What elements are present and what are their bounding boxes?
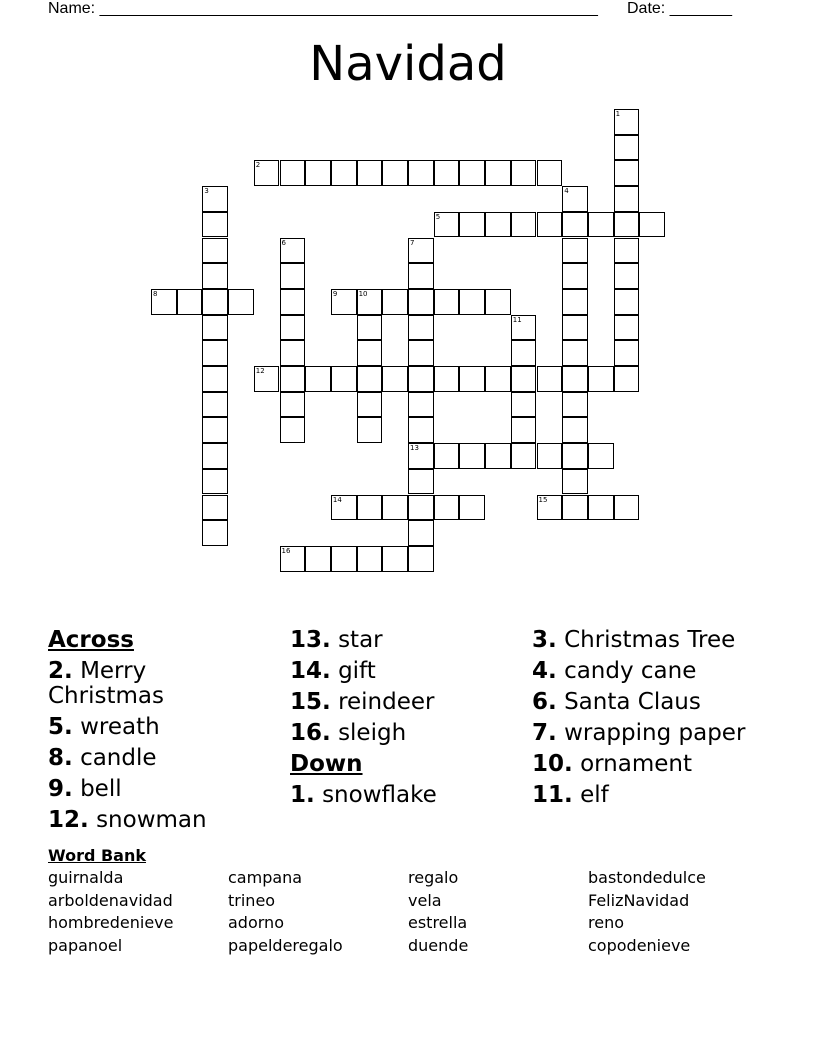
crossword-cell[interactable] (485, 289, 511, 315)
clue-number: 1 (615, 110, 621, 118)
crossword-cell[interactable] (408, 520, 434, 546)
crossword-cell[interactable] (357, 366, 383, 392)
clue-text: ornament (580, 751, 693, 777)
crossword-cell[interactable] (202, 366, 228, 392)
crossword-cell[interactable] (588, 366, 614, 392)
crossword-cell[interactable] (408, 392, 434, 418)
crossword-cell[interactable] (408, 160, 434, 186)
crossword-cell[interactable] (511, 212, 537, 238)
crossword-cell[interactable] (357, 289, 383, 315)
crossword-cell[interactable] (331, 160, 357, 186)
crossword-cell[interactable] (562, 289, 588, 315)
clue-text: snowflake (322, 782, 437, 808)
crossword-cell[interactable] (202, 263, 228, 289)
crossword-cell[interactable] (280, 315, 306, 341)
clue-number: 15. (290, 689, 331, 715)
crossword-cell[interactable] (562, 469, 588, 495)
clue (290, 721, 520, 746)
crossword-cell[interactable] (459, 212, 485, 238)
clue-number: 11 (512, 315, 522, 324)
crossword-cell[interactable] (408, 315, 434, 341)
clue-number: 9 (332, 289, 338, 298)
word-bank-item: arboldenavidad (48, 890, 173, 910)
crossword-cell[interactable] (408, 366, 434, 392)
clue (532, 783, 792, 808)
clue-text: wreath (80, 714, 160, 740)
crossword-cell[interactable] (537, 212, 563, 238)
crossword-cell[interactable] (382, 366, 408, 392)
clue-number: 4 (564, 187, 569, 196)
crossword-cell[interactable] (331, 546, 357, 572)
clue-number: 10 (358, 289, 368, 298)
crossword-cell[interactable] (202, 289, 228, 315)
crossword-cell[interactable] (228, 289, 254, 315)
crossword-cell[interactable] (562, 366, 588, 392)
word-bank-item: bastondedulce (588, 868, 706, 887)
clue-heading: Down (290, 751, 363, 777)
crossword-cell[interactable] (614, 135, 640, 161)
word-bank-item: trineo (228, 890, 276, 910)
crossword-cell[interactable] (280, 340, 306, 366)
crossword-cell[interactable] (408, 289, 434, 315)
crossword-cell[interactable] (562, 340, 588, 366)
clue (48, 715, 268, 740)
clue-number: 3 (204, 187, 209, 196)
crossword-cell[interactable] (434, 212, 460, 238)
crossword-cell[interactable] (382, 495, 408, 521)
word-bank-item: papanoel (48, 935, 123, 955)
word-bank-item: guirnalda (48, 868, 124, 887)
clue-column-3 (532, 628, 792, 814)
clue (532, 752, 792, 777)
clue (48, 746, 268, 771)
crossword-cell[interactable] (408, 546, 434, 572)
crossword-cell[interactable] (177, 289, 203, 315)
clue-number: 14 (332, 495, 342, 504)
crossword-cell[interactable] (382, 289, 408, 315)
crossword-cell[interactable] (357, 417, 383, 443)
name-line: Name: ________________________________________________________ (48, 0, 598, 17)
crossword-cell[interactable] (254, 366, 280, 392)
crossword-cell[interactable] (459, 289, 485, 315)
crossword-cell[interactable] (202, 469, 228, 495)
crossword-cell[interactable] (588, 495, 614, 521)
crossword-cell[interactable] (280, 289, 306, 315)
crossword-cell[interactable] (537, 366, 563, 392)
clue-text: gift (338, 658, 376, 684)
word-bank-item: regalo (408, 868, 459, 887)
clue-text: Santa Claus (564, 689, 701, 715)
crossword-cell[interactable] (151, 289, 177, 315)
crossword-cell[interactable] (331, 289, 357, 315)
crossword-cell[interactable] (408, 495, 434, 521)
crossword-cell[interactable] (614, 340, 640, 366)
clue-text: candy cane (564, 658, 697, 684)
crossword-cell[interactable] (511, 340, 537, 366)
clue-number: 11. (532, 782, 573, 808)
clue (290, 783, 520, 808)
crossword-cell[interactable] (357, 392, 383, 418)
crossword-cell[interactable] (357, 340, 383, 366)
clue-text: star (338, 627, 383, 653)
crossword-cell[interactable] (305, 546, 331, 572)
crossword-cell[interactable] (357, 546, 383, 572)
crossword-cell[interactable] (511, 417, 537, 443)
crossword-cell[interactable] (202, 443, 228, 469)
clue (48, 808, 268, 833)
clue (290, 628, 520, 653)
clue-text: reindeer (338, 689, 435, 715)
clue (532, 721, 792, 746)
crossword-cell[interactable] (562, 238, 588, 264)
crossword-cell[interactable] (280, 392, 306, 418)
clue-number: 6. (532, 689, 557, 715)
crossword-cell[interactable] (331, 366, 357, 392)
crossword-cell[interactable] (537, 160, 563, 186)
crossword-cell[interactable] (382, 546, 408, 572)
crossword-cell[interactable] (485, 366, 511, 392)
crossword-cell[interactable] (588, 443, 614, 469)
crossword-cell[interactable] (614, 263, 640, 289)
crossword-cell[interactable] (202, 238, 228, 264)
crossword-cell[interactable] (280, 546, 306, 572)
crossword-cell[interactable] (614, 289, 640, 315)
crossword-cell[interactable] (614, 212, 640, 238)
crossword-cell[interactable] (485, 443, 511, 469)
crossword-cell[interactable] (202, 495, 228, 521)
crossword-cell[interactable] (408, 443, 434, 469)
crossword-cell[interactable] (614, 186, 640, 212)
clue (532, 628, 792, 653)
crossword-cell[interactable] (614, 238, 640, 264)
clue-number: 13. (290, 627, 331, 653)
clue-number: 16 (281, 546, 291, 555)
clue-text: Christmas Tree (564, 627, 736, 653)
crossword-cell[interactable] (280, 160, 306, 186)
crossword-cell[interactable] (202, 212, 228, 238)
crossword-cell[interactable] (459, 495, 485, 521)
crossword-cell[interactable] (562, 495, 588, 521)
clue-number: 15 (538, 495, 548, 504)
word-bank-item: reno (588, 913, 624, 932)
crossword-cell[interactable] (202, 186, 228, 212)
crossword-cell[interactable] (408, 340, 434, 366)
clue (48, 659, 268, 709)
clue (532, 659, 792, 684)
crossword-cell[interactable] (511, 392, 537, 418)
crossword-cell[interactable] (434, 495, 460, 521)
word-bank-item: vela (408, 890, 442, 910)
crossword-cell[interactable] (202, 520, 228, 546)
crossword-cell[interactable] (280, 238, 306, 264)
crossword-cell[interactable] (511, 366, 537, 392)
crossword-cell[interactable] (511, 315, 537, 341)
clue-number: 10. (532, 751, 573, 777)
clue-text: bell (80, 776, 122, 802)
clue-text: wrapping paper (564, 720, 746, 746)
clue-number: 12 (255, 367, 265, 375)
crossword-cell[interactable] (537, 495, 563, 521)
word-bank-item: adorno (228, 913, 284, 932)
crossword-cell[interactable] (254, 160, 280, 186)
clue-column-1 (48, 628, 268, 839)
crossword-cell[interactable] (202, 315, 228, 341)
word-bank-item: papelderegalo (228, 935, 343, 955)
crossword-cell[interactable] (537, 443, 563, 469)
crossword-cell[interactable] (562, 212, 588, 238)
clue-number: 3. (532, 627, 557, 653)
clue-number: 16. (290, 720, 331, 746)
crossword-cell[interactable] (202, 392, 228, 418)
crossword-cell[interactable] (280, 366, 306, 392)
crossword-cell[interactable] (408, 469, 434, 495)
crossword-cell[interactable] (614, 366, 640, 392)
crossword-cell[interactable] (434, 443, 460, 469)
crossword-cell[interactable] (459, 160, 485, 186)
clue-number: 2 (255, 161, 261, 170)
crossword-cell[interactable] (588, 212, 614, 238)
crossword-cell[interactable] (614, 109, 640, 135)
clue-text: sleigh (338, 720, 407, 746)
crossword-cell[interactable] (280, 417, 306, 443)
word-bank-item: campana (228, 868, 303, 887)
crossword-cell[interactable] (408, 263, 434, 289)
crossword-cell[interactable] (511, 443, 537, 469)
clue-number: 2. (48, 658, 73, 684)
clue-column-2 (290, 628, 520, 814)
clue-number: 5 (435, 212, 441, 221)
clue-number: 1. (290, 782, 315, 808)
crossword-cell[interactable] (485, 212, 511, 238)
crossword-cell[interactable] (202, 417, 228, 443)
clue-text: Merry Christmas (48, 658, 164, 709)
crossword-cell[interactable] (280, 263, 306, 289)
clue-number: 14. (290, 658, 331, 684)
clue-number: 8 (153, 289, 158, 298)
clue-number: 13 (410, 444, 419, 453)
crossword-cell[interactable] (614, 315, 640, 341)
clue-text: elf (580, 782, 609, 808)
clue-number: 7. (532, 720, 557, 746)
crossword-cell[interactable] (305, 366, 331, 392)
word-bank-item: FelizNavidad (588, 890, 690, 910)
crossword-cell[interactable] (562, 443, 588, 469)
crossword-cell[interactable] (562, 315, 588, 341)
crossword-cell[interactable] (562, 417, 588, 443)
word-bank-item: estrella (408, 913, 468, 932)
crossword-cell[interactable] (408, 238, 434, 264)
crossword-cell[interactable] (331, 495, 357, 521)
crossword-cell[interactable] (562, 186, 588, 212)
date-line: Date: _______ (627, 0, 732, 17)
clue-number: 9. (48, 776, 73, 802)
crossword-cell[interactable] (459, 366, 485, 392)
crossword-cell[interactable] (357, 495, 383, 521)
word-bank-item: hombredenieve (48, 913, 174, 932)
crossword-cell[interactable] (485, 160, 511, 186)
crossword-cell[interactable] (459, 443, 485, 469)
crossword-cell[interactable] (639, 212, 665, 238)
clue-number: 6 (281, 238, 286, 247)
clue-number: 4. (532, 658, 557, 684)
crossword-cell[interactable] (614, 495, 640, 521)
crossword-cell[interactable] (434, 289, 460, 315)
clue-heading: Across (48, 627, 134, 653)
crossword-cell[interactable] (562, 392, 588, 418)
clue-number: 12. (48, 807, 89, 833)
crossword-cell[interactable] (382, 160, 408, 186)
page-title: Navidad (309, 36, 507, 92)
clue-text: candle (80, 745, 157, 771)
clue-text: snowman (96, 807, 207, 833)
crossword-cell[interactable] (357, 160, 383, 186)
crossword-cell[interactable] (357, 315, 383, 341)
clue (48, 777, 268, 802)
crossword-cell[interactable] (434, 160, 460, 186)
crossword-cell[interactable] (614, 160, 640, 186)
crossword-cell[interactable] (408, 417, 434, 443)
word-bank-item: copodenieve (588, 935, 691, 955)
word-bank-title: Word Bank (48, 846, 147, 865)
clue (290, 690, 520, 715)
word-bank-item: duende (408, 935, 469, 955)
clue-number: 5. (48, 714, 73, 740)
crossword-cell[interactable] (511, 160, 537, 186)
crossword-cell[interactable] (434, 366, 460, 392)
clue (532, 690, 792, 715)
crossword-cell[interactable] (562, 263, 588, 289)
crossword-cell[interactable] (305, 160, 331, 186)
clue-number: 7 (410, 238, 415, 247)
clue (290, 659, 520, 684)
crossword-cell[interactable] (202, 340, 228, 366)
clue-number: 8. (48, 745, 73, 771)
